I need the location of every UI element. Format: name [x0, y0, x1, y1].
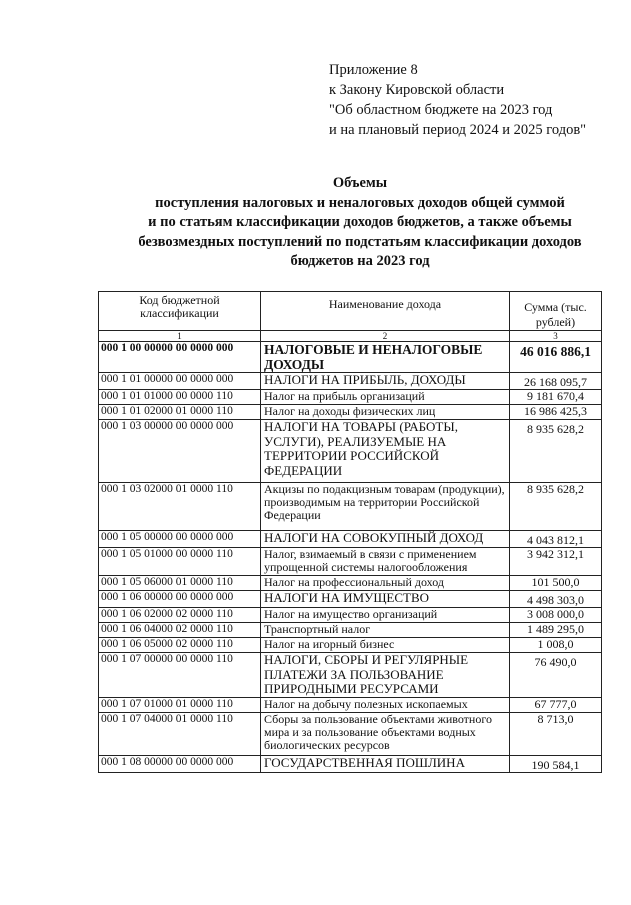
appendix-line: "Об областном бюджете на 2023 год [329, 102, 553, 118]
appendix-line: Приложение 8 [329, 62, 418, 78]
appendix-note [329, 60, 586, 140]
row-name: НАЛОГИ НА СОВОКУПНЫЙ ДОХОД [261, 531, 510, 548]
row-amount: 67 777,0 [510, 697, 602, 712]
table-row [99, 548, 602, 576]
row-code: 000 1 01 01000 00 0000 110 [99, 390, 261, 405]
row-name: Сборы за пользование объектами животного мира и за пользование объектами водных биологических ресурсов [261, 712, 510, 755]
table-row [99, 390, 602, 405]
header-amount: Сумма (тыс. рублей) [510, 292, 602, 331]
table-row [99, 608, 602, 623]
row-name: Налог на добычу полезных ископаемых [261, 697, 510, 712]
table-row [99, 342, 602, 373]
document-title [100, 174, 620, 272]
row-code: 000 1 06 00000 00 0000 000 [99, 591, 261, 608]
table-row [99, 373, 602, 390]
row-amount: 101 500,0 [510, 576, 602, 591]
appendix-line: и на плановый период 2024 и 2025 годов" [329, 122, 587, 138]
row-name: НАЛОГИ НА ТОВАРЫ (РАБОТЫ, УСЛУГИ), РЕАЛИЗУЕМЫЕ НА ТЕРРИТОРИИ РОССИЙСКОЙ ФЕДЕРАЦИИ [261, 420, 510, 483]
row-name: НАЛОГИ НА ПРИБЫЛЬ, ДОХОДЫ [261, 373, 510, 390]
row-amount: 8 935 628,2 [510, 420, 602, 483]
row-name: Налог на имущество организаций [261, 608, 510, 623]
row-code: 000 1 00 00000 00 0000 000 [99, 342, 261, 373]
row-code: 000 1 06 04000 02 0000 110 [99, 623, 261, 638]
row-name: НАЛОГИ, СБОРЫ И РЕГУЛЯРНЫЕ ПЛАТЕЖИ ЗА ПОЛЬЗОВАНИЕ ПРИРОДНЫМИ РЕСУРСАМИ [261, 653, 510, 698]
row-code: 000 1 03 02000 01 0000 110 [99, 483, 261, 531]
row-amount: 8 935 628,2 [510, 483, 602, 531]
row-code: 000 1 07 00000 00 0000 110 [99, 653, 261, 698]
table-row [99, 531, 602, 548]
table-row [99, 420, 602, 483]
row-amount: 76 490,0 [510, 653, 602, 698]
row-amount: 26 168 095,7 [510, 373, 602, 390]
table-row [99, 623, 602, 638]
row-name: ГОСУДАРСТВЕННАЯ ПОШЛИНА [261, 755, 510, 772]
appendix-line: к Закону Кировской области [329, 82, 505, 98]
table-row [99, 712, 602, 755]
row-code: 000 1 05 01000 00 0000 110 [99, 548, 261, 576]
title-line: поступления налоговых и неналоговых доходов общей суммой [155, 194, 565, 211]
row-name: НАЛОГОВЫЕ И НЕНАЛОГОВЫЕ ДОХОДЫ [261, 342, 510, 373]
row-name: Налог на прибыль организаций [261, 390, 510, 405]
table-row [99, 576, 602, 591]
row-amount: 16 986 425,3 [510, 405, 602, 420]
row-name: Налог на игорный бизнес [261, 638, 510, 653]
column-number: 1 [99, 331, 261, 342]
table-row [99, 653, 602, 698]
column-number: 2 [261, 331, 510, 342]
row-code: 000 1 03 00000 00 0000 000 [99, 420, 261, 483]
row-amount: 8 713,0 [510, 712, 602, 755]
row-amount: 1 008,0 [510, 638, 602, 653]
title-line: Объемы [332, 175, 388, 191]
row-amount: 190 584,1 [510, 755, 602, 772]
row-amount: 9 181 670,4 [510, 390, 602, 405]
table-row [99, 755, 602, 772]
row-code: 000 1 01 00000 00 0000 000 [99, 373, 261, 390]
row-name: Акцизы по подакцизным товарам (продукции), производимым на территории Российской Федерации [261, 483, 510, 531]
revenue-table [98, 291, 602, 773]
table-row [99, 697, 602, 712]
row-amount: 4 043 812,1 [510, 531, 602, 548]
table-body [99, 342, 602, 773]
title-line: безвозмездных поступлений по подстатьям классификации доходов [138, 233, 582, 250]
header-code: Код бюджетной классификации [99, 292, 261, 331]
row-name: Транспортный налог [261, 623, 510, 638]
row-amount: 3 008 000,0 [510, 608, 602, 623]
title-line: бюджетов на 2023 год [290, 253, 430, 269]
row-amount: 3 942 312,1 [510, 548, 602, 576]
row-code: 000 1 01 02000 01 0000 110 [99, 405, 261, 420]
row-code: 000 1 05 06000 01 0000 110 [99, 576, 261, 591]
row-code: 000 1 07 04000 01 0000 110 [99, 712, 261, 755]
column-number: 3 [510, 331, 602, 342]
row-amount: 1 489 295,0 [510, 623, 602, 638]
row-name: Налог, взимаемый в связи с применением упрощенной системы налогообложения [261, 548, 510, 576]
row-name: Налог на доходы физических лиц [261, 405, 510, 420]
header-name: Наименование дохода [261, 292, 510, 331]
row-amount: 46 016 886,1 [510, 342, 602, 373]
row-amount: 4 498 303,0 [510, 591, 602, 608]
row-code: 000 1 06 02000 02 0000 110 [99, 608, 261, 623]
row-code: 000 1 06 05000 02 0000 110 [99, 638, 261, 653]
table-row [99, 638, 602, 653]
row-code: 000 1 05 00000 00 0000 000 [99, 531, 261, 548]
row-code: 000 1 07 01000 01 0000 110 [99, 697, 261, 712]
table-row [99, 483, 602, 531]
row-code: 000 1 08 00000 00 0000 000 [99, 755, 261, 772]
row-name: НАЛОГИ НА ИМУЩЕСТВО [261, 591, 510, 608]
row-name: Налог на профессиональный доход [261, 576, 510, 591]
title-line: и по статьям классификации доходов бюджетов, а также объемы [148, 214, 572, 230]
table-row [99, 405, 602, 420]
table-row [99, 591, 602, 608]
